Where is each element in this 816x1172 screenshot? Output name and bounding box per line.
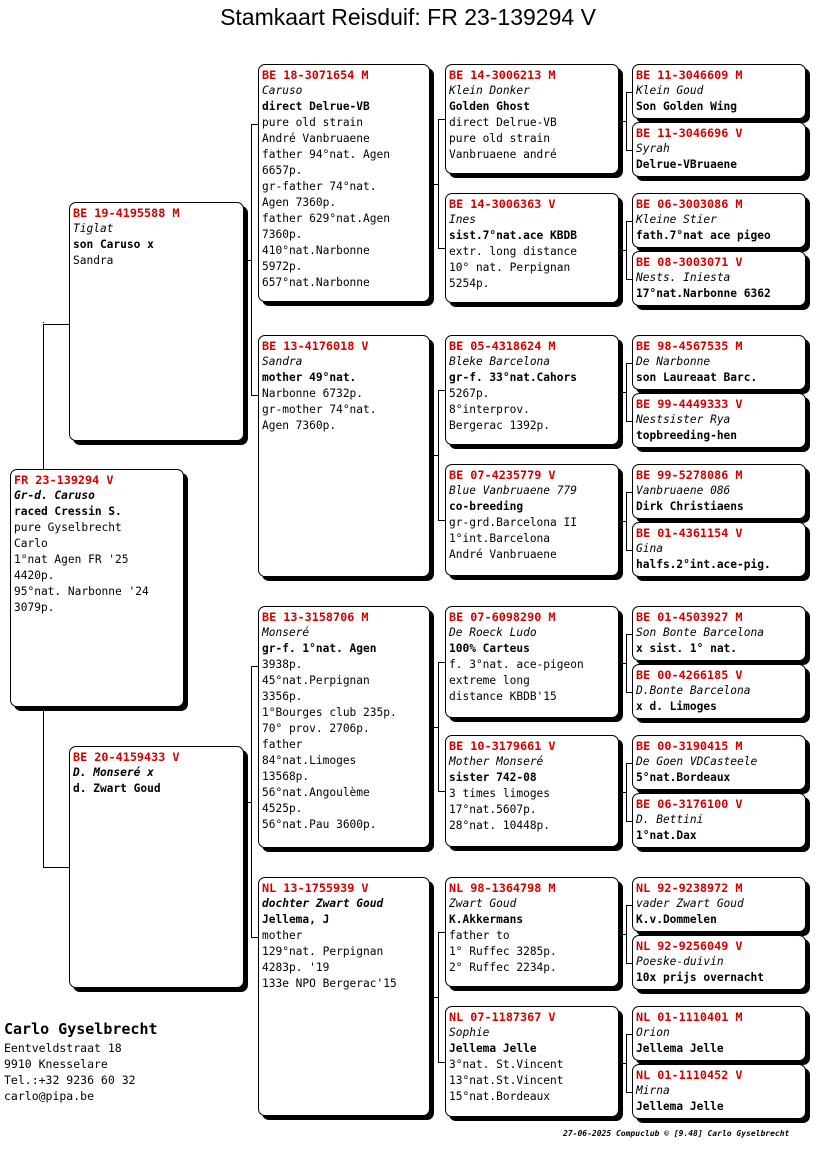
- pigeon-info-line: 3 times limoges: [449, 787, 551, 800]
- pigeon-info-line: Jellema Jelle: [636, 1100, 724, 1113]
- connector-line: [430, 997, 438, 998]
- ring-number: BE 98-4567535 M: [636, 339, 743, 353]
- pigeon-info-line: Dirk Christiaens: [636, 500, 744, 513]
- pigeon-info-line: André Vanbruaene: [262, 132, 370, 145]
- pigeon-info-line: De Narbonne: [636, 355, 711, 368]
- pigeon-card[interactable]: [632, 935, 806, 990]
- pigeon-info-line: Caruso: [262, 84, 303, 97]
- pigeon-card[interactable]: [632, 464, 806, 519]
- connector-line: [619, 792, 626, 793]
- pigeon-info-line: De Goen VDCasteele: [636, 755, 758, 768]
- pigeon-info-line: father 94°nat. Agen: [262, 148, 390, 161]
- connector-line: [43, 324, 44, 469]
- connector-line: [438, 662, 445, 663]
- pigeon-info-line: Ines: [449, 213, 476, 226]
- connector-line: [619, 1063, 626, 1064]
- connector-line: [438, 119, 439, 248]
- pigeon-info-line: 5254p.: [449, 277, 490, 290]
- pigeon-card[interactable]: [10, 469, 184, 707]
- pigeon-info-line: D. Monseré x: [73, 766, 154, 779]
- pigeon-info-line: 7360p.: [262, 228, 303, 241]
- connector-line: [619, 392, 626, 393]
- pigeon-info-line: 1°nat.Dax: [636, 829, 697, 842]
- pigeon-card[interactable]: [445, 464, 619, 576]
- pigeon-card[interactable]: [632, 1064, 806, 1119]
- pigeon-card[interactable]: [258, 606, 430, 848]
- pigeon-info-line: 100% Carteus: [449, 642, 530, 655]
- connector-line: [438, 119, 445, 120]
- pigeon-card[interactable]: [445, 193, 619, 303]
- pigeon-info-line: 1°Bourges club 235p.: [262, 706, 397, 719]
- connector-line: [438, 662, 439, 791]
- pigeon-info-line: 70° prov. 2706p.: [262, 722, 370, 735]
- pigeon-info-line: son Laureaat Barc.: [636, 371, 758, 384]
- pigeon-info-line: Gr-d. Caruso: [14, 489, 95, 502]
- pigeon-info-line: father 629°nat.Agen: [262, 212, 390, 225]
- page-title: Stamkaart Reisduif: FR 23-139294 V: [220, 4, 596, 30]
- ring-number: BE 01-4503927 M: [636, 610, 743, 624]
- connector-line: [438, 932, 439, 1062]
- pigeon-info-line: Carlo: [14, 537, 48, 550]
- pigeon-info-line: Bleke Barcelona: [449, 355, 551, 368]
- pigeon-info-line: 3356p.: [262, 690, 303, 703]
- pigeon-info-line: pure old strain: [449, 132, 551, 145]
- pigeon-info-line: gr-grd.Barcelona II: [449, 516, 577, 529]
- connector-line: [626, 92, 627, 150]
- pigeon-info-line: direct Delrue-VB: [262, 100, 370, 113]
- owner-name: Carlo Gyselbrecht: [4, 1020, 158, 1038]
- pigeon-info-line: 6657p.: [262, 164, 303, 177]
- pigeon-card[interactable]: [445, 877, 619, 987]
- pigeon-card[interactable]: [445, 335, 619, 445]
- connector-line: [244, 260, 251, 261]
- pigeon-card[interactable]: [445, 735, 619, 847]
- pigeon-info-line: Narbonne 6732p.: [262, 387, 364, 400]
- connector-line: [251, 666, 252, 937]
- pigeon-info-line: extr. long distance: [449, 245, 577, 258]
- pigeon-info-line: Tiglat: [73, 222, 114, 235]
- pigeon-info-line: 8°interprov.: [449, 403, 530, 416]
- ring-number: BE 11-3046696 V: [636, 126, 743, 140]
- ring-number: NL 98-1364798 M: [449, 881, 556, 895]
- pigeon-info-line: 129°nat. Perpignan: [262, 945, 384, 958]
- pigeon-info-line: 56°nat.Angoulème: [262, 786, 370, 799]
- pigeon-info-line: Vanbruaene 086: [636, 484, 731, 497]
- pigeon-card[interactable]: [632, 606, 806, 661]
- owner-block: [4, 1018, 158, 1104]
- pigeon-info-line: De Roeck Ludo: [449, 626, 537, 639]
- connector-line: [251, 124, 252, 395]
- pigeon-card[interactable]: [632, 251, 806, 306]
- pigeon-info-line: fath.7°nat ace pigeo: [636, 229, 771, 242]
- pigeon-info-line: mother: [262, 929, 303, 942]
- pigeon-info-line: x d. Limoges: [636, 700, 717, 713]
- pigeon-info-line: extreme long: [449, 674, 530, 687]
- connector-line: [626, 634, 627, 692]
- connector-line: [430, 455, 438, 456]
- pigeon-info-line: 1° Ruffec 3285p.: [449, 945, 557, 958]
- pigeon-info-line: Jellema, J: [262, 913, 330, 926]
- pigeon-info-line: 3938p.: [262, 658, 303, 671]
- pigeon-info-line: Nests. Iniesta: [636, 271, 731, 284]
- pigeon-card[interactable]: [258, 64, 430, 302]
- owner-tel: Tel.:+32 9236 60 32: [4, 1073, 136, 1087]
- ring-number: BE 10-3179661 V: [449, 739, 556, 753]
- pigeon-info-line: 15°nat.Bordeaux: [449, 1090, 551, 1103]
- pigeon-card[interactable]: [632, 735, 806, 790]
- ring-number: NL 13-1755939 V: [262, 881, 369, 895]
- pigeon-info-line: D. Bettini: [636, 813, 704, 826]
- pigeon-info-line: son Caruso x: [73, 238, 154, 251]
- pigeon-info-line: Son Golden Wing: [636, 100, 738, 113]
- connector-line: [251, 666, 258, 667]
- connector-line: [43, 867, 69, 868]
- ring-number: BE 00-4266185 V: [636, 668, 743, 682]
- connector-line: [438, 1062, 445, 1063]
- ring-number: FR 23-139294 V: [14, 473, 114, 487]
- ring-number: BE 13-3158706 M: [262, 610, 369, 624]
- pigeon-info-line: Poeske-duivin: [636, 955, 724, 968]
- connector-line: [626, 1034, 627, 1092]
- pigeon-info-line: pure old strain: [262, 116, 364, 129]
- pigeon-info-line: 2° Ruffec 2234p.: [449, 961, 557, 974]
- pigeon-info-line: 3°nat. St.Vincent: [449, 1058, 564, 1071]
- ring-number: BE 99-4449333 V: [636, 397, 743, 411]
- pigeon-card[interactable]: [445, 1006, 619, 1117]
- pigeon-info-line: Agen 7360p.: [262, 196, 337, 209]
- connector-line: [251, 395, 258, 396]
- pigeon-info-line: father to: [449, 929, 510, 942]
- pigeon-info-line: Mirna: [636, 1084, 670, 1097]
- pigeon-info-line: Sandra: [262, 355, 303, 368]
- pigeon-info-line: 13°nat.St.Vincent: [449, 1074, 564, 1087]
- connector-line: [244, 802, 251, 803]
- connector-line: [626, 763, 627, 821]
- footer-credit: 27-06-2025 Compuclub © [9.48] Carlo Gyselbrecht: [563, 1129, 790, 1138]
- pigeon-info-line: 4420p.: [14, 569, 55, 582]
- pigeon-info-line: direct Delrue-VB: [449, 116, 557, 129]
- pigeon-info-line: gr-f. 1°nat. Agen: [262, 642, 377, 655]
- pigeon-card[interactable]: [632, 335, 806, 390]
- pigeon-info-line: 410°nat.Narbonne: [262, 244, 370, 257]
- pigeon-card[interactable]: [445, 606, 619, 718]
- ring-number: BE 06-3176100 V: [636, 797, 743, 811]
- connector-line: [438, 248, 445, 249]
- pigeon-info-line: Blue Vanbruaene 779: [449, 484, 577, 497]
- pigeon-info-line: father: [262, 738, 303, 751]
- connector-line: [438, 932, 445, 933]
- pigeon-info-line: mother 49°nat.: [262, 371, 357, 384]
- pigeon-info-line: Syrah: [636, 142, 670, 155]
- pigeon-info-line: 10° nat. Perpignan: [449, 261, 571, 274]
- ring-number: BE 00-3190415 M: [636, 739, 743, 753]
- ring-number: NL 92-9256049 V: [636, 939, 743, 953]
- pigeon-info-line: D.Bonte Barcelona: [636, 684, 751, 697]
- pigeon-info-line: 1°int.Barcelona: [449, 532, 551, 545]
- pigeon-card[interactable]: [632, 1006, 806, 1061]
- pigeon-info-line: 95°nat. Narbonne '24: [14, 585, 149, 598]
- pigeon-info-line: vader Zwart Goud: [636, 897, 744, 910]
- pigeon-info-line: 45°nat.Perpignan: [262, 674, 370, 687]
- pigeon-info-line: Gina: [636, 542, 663, 555]
- pigeon-info-line: Kleine Stier: [636, 213, 717, 226]
- connector-line: [251, 124, 258, 125]
- pigeon-card[interactable]: [69, 746, 244, 988]
- pigeon-info-line: sist.7°nat.ace KBDB: [449, 229, 577, 242]
- ring-number: BE 01-4361154 V: [636, 526, 743, 540]
- pigeon-info-line: co-breeding: [449, 500, 524, 513]
- pigeon-info-line: Sophie: [449, 1026, 490, 1039]
- pigeon-info-line: K.Akkermans: [449, 913, 524, 926]
- pigeon-info-line: gr-father 74°nat.: [262, 180, 377, 193]
- connector-line: [438, 520, 445, 521]
- connector-line: [251, 937, 258, 938]
- pigeon-info-line: f. 3°nat. ace-pigeon: [449, 658, 584, 671]
- pigeon-card[interactable]: [445, 64, 619, 174]
- pigeon-info-line: distance KBDB'15: [449, 690, 557, 703]
- pigeon-info-line: Golden Ghost: [449, 100, 530, 113]
- ring-number: BE 07-4235779 V: [449, 468, 556, 482]
- ring-number: BE 11-3046609 M: [636, 68, 743, 82]
- pigeon-card[interactable]: [632, 393, 806, 448]
- pigeon-info-line: 84°nat.Limoges: [262, 754, 357, 767]
- pigeon-card[interactable]: [69, 202, 244, 441]
- pigeon-info-line: 3079p.: [14, 601, 55, 614]
- connector-line: [619, 663, 626, 664]
- pigeon-info-line: 1°nat Agen FR '25: [14, 553, 129, 566]
- pigeon-info-line: raced Cressin S.: [14, 505, 122, 518]
- connector-line: [43, 324, 69, 325]
- pigeon-info-line: K.v.Dommelen: [636, 913, 717, 926]
- pigeon-info-line: topbreeding-hen: [636, 429, 738, 442]
- pigeon-card[interactable]: [632, 877, 806, 932]
- pigeon-info-line: Vanbruaene andré: [449, 148, 557, 161]
- owner-city: 9910 Knesselare: [4, 1057, 108, 1071]
- pigeon-card[interactable]: [632, 122, 806, 177]
- pigeon-info-line: 13568p.: [262, 770, 310, 783]
- ring-number: BE 19-4195588 M: [73, 206, 180, 220]
- ring-number: BE 14-3006213 M: [449, 68, 556, 82]
- pigeon-info-line: dochter Zwart Goud: [262, 897, 384, 910]
- pigeon-info-line: pure Gyselbrecht: [14, 521, 122, 534]
- pigeon-info-line: Jellema Jelle: [636, 1042, 724, 1055]
- connector-line: [430, 184, 438, 185]
- pigeon-info-line: d. Zwart Goud: [73, 782, 161, 795]
- connector-line: [438, 791, 445, 792]
- ring-number: BE 18-3071654 M: [262, 68, 369, 82]
- pigeon-info-line: Bergerac 1392p.: [449, 419, 551, 432]
- pigeon-card[interactable]: [632, 664, 806, 719]
- connector-line: [438, 390, 445, 391]
- pigeon-info-line: Klein Donker: [449, 84, 530, 97]
- pigeon-info-line: 28°nat. 10448p.: [449, 819, 551, 832]
- pigeon-info-line: Sandra: [73, 254, 114, 267]
- pigeon-info-line: 10x prijs overnacht: [636, 971, 764, 984]
- connector-line: [626, 492, 627, 550]
- pigeon-info-line: halfs.2°int.ace-pig.: [636, 558, 771, 571]
- ring-number: NL 01-1110401 M: [636, 1010, 743, 1024]
- ring-number: BE 06-3003086 M: [636, 197, 743, 211]
- ring-number: BE 08-3003071 V: [636, 255, 743, 269]
- connector-line: [438, 390, 439, 520]
- pigeon-info-line: Mother Monseré: [449, 755, 544, 768]
- pigeon-info-line: 4525p.: [262, 802, 303, 815]
- pigeon-info-line: Zwart Goud: [449, 897, 517, 910]
- pigeon-info-line: Orion: [636, 1026, 670, 1039]
- pigeon-info-line: Delrue-VBruaene: [636, 158, 738, 171]
- pigeon-info-line: 17°nat.Narbonne 6362: [636, 287, 771, 300]
- ring-number: NL 92-9238972 M: [636, 881, 743, 895]
- pigeon-info-line: sister 742-08: [449, 771, 537, 784]
- pigeon-card[interactable]: [632, 522, 806, 577]
- pigeon-info-line: Agen 7360p.: [262, 419, 337, 432]
- pigeon-info-line: Nestsister Rya: [636, 413, 731, 426]
- connector-line: [430, 727, 438, 728]
- ring-number: BE 20-4159433 V: [73, 750, 180, 764]
- connector-line: [619, 934, 626, 935]
- pigeon-card[interactable]: [632, 793, 806, 848]
- owner-email[interactable]: carlo@pipa.be: [4, 1089, 95, 1103]
- pigeon-info-line: 56°nat.Pau 3600p.: [262, 818, 377, 831]
- connector-line: [626, 221, 627, 279]
- pigeon-info-line: 4283p. '19: [262, 961, 330, 974]
- ring-number: BE 07-6098290 M: [449, 610, 556, 624]
- ring-number: BE 14-3006363 V: [449, 197, 556, 211]
- pigeon-info-line: 133e NPO Bergerac'15: [262, 977, 397, 990]
- pigeon-card[interactable]: [632, 193, 806, 248]
- pigeon-info-line: 657°nat.Narbonne: [262, 276, 370, 289]
- connector-line: [626, 905, 627, 963]
- ring-number: NL 07-1187367 V: [449, 1010, 556, 1024]
- owner-street: Eentveldstraat 18: [4, 1041, 122, 1055]
- pigeon-card[interactable]: [632, 64, 806, 119]
- pigeon-info-line: 5267p.: [449, 387, 490, 400]
- pigeon-info-line: Jellema Jelle: [449, 1042, 537, 1055]
- pigeon-info-line: Monseré: [262, 626, 310, 639]
- ring-number: BE 13-4176018 V: [262, 339, 369, 353]
- ring-number: NL 01-1110452 V: [636, 1068, 743, 1082]
- pigeon-info-line: x sist. 1° nat.: [636, 642, 738, 655]
- pigeon-info-line: gr-f. 33°nat.Cahors: [449, 371, 577, 384]
- connector-line: [626, 363, 627, 421]
- pigeon-card[interactable]: [258, 335, 430, 577]
- pigeon-info-line: gr-mother 74°nat.: [262, 403, 377, 416]
- pigeon-info-line: Son Bonte Barcelona: [636, 626, 764, 639]
- connector-line: [43, 322, 44, 323]
- connector-line: [619, 250, 626, 251]
- pigeon-info-line: 5°nat.Bordeaux: [636, 771, 731, 784]
- pigeon-info-line: 5972p.: [262, 260, 303, 273]
- pigeon-info-line: Klein Goud: [636, 84, 704, 97]
- ring-number: BE 99-5278086 M: [636, 468, 743, 482]
- connector-line: [619, 121, 626, 122]
- pigeon-info-line: 17°nat.5607p.: [449, 803, 537, 816]
- pigeon-info-line: André Vanbruaene: [449, 548, 557, 561]
- pigeon-card[interactable]: [258, 877, 430, 1116]
- connector-line: [619, 521, 626, 522]
- connector-line: [43, 707, 44, 867]
- ring-number: BE 05-4318624 M: [449, 339, 556, 353]
